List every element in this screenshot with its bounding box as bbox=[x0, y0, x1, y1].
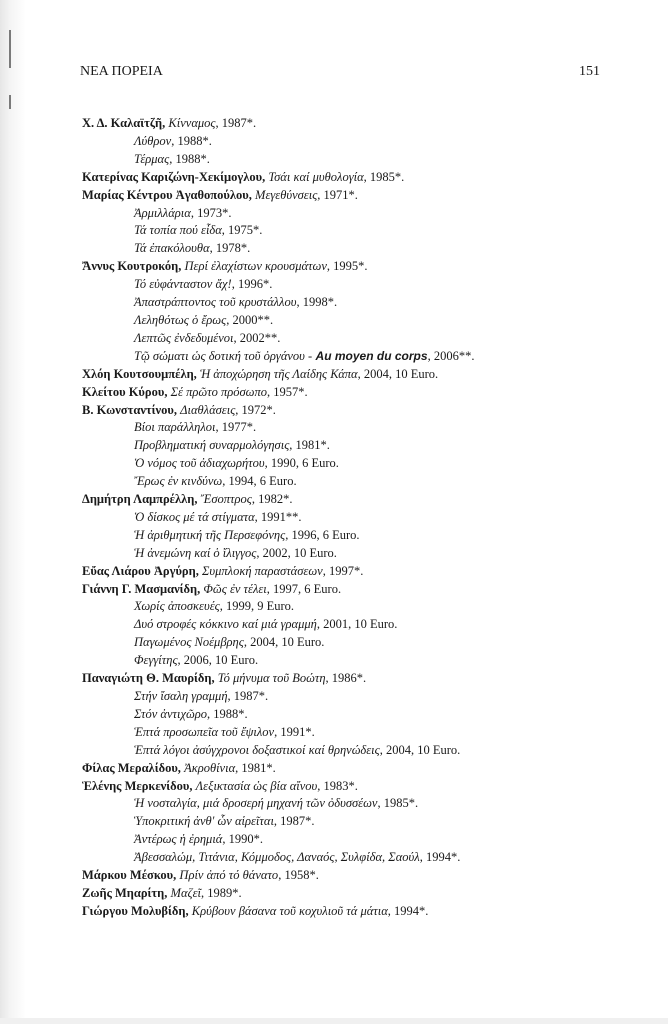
bibliography-entry bbox=[82, 258, 642, 276]
bibliography-entry bbox=[82, 330, 642, 348]
bibliography-entry bbox=[82, 169, 642, 187]
publication-details: , 1987*. bbox=[215, 116, 257, 130]
bibliography-entry bbox=[82, 652, 642, 670]
book-title: Ὁ δίσκος μέ τά στίγματα bbox=[134, 509, 255, 524]
publication-details: , 1981*. bbox=[235, 760, 276, 775]
bibliography-entry bbox=[82, 419, 642, 437]
book-title: Τά τοπία πού εἶδα bbox=[134, 223, 222, 238]
bibliography-entry bbox=[82, 634, 642, 652]
page-gutter-shadow bbox=[0, 0, 26, 1024]
book-title: Ἑπτά προσωπεῖα τοῦ ἔψιλον bbox=[134, 724, 275, 739]
publication-details: , 1981*. bbox=[289, 438, 330, 453]
book-title: Λεξικτασία ὡς βία αἴνου bbox=[195, 778, 318, 793]
publication-details: , 1986*. bbox=[325, 671, 367, 686]
publication-details: , 2001, 10 Euro. bbox=[316, 617, 398, 632]
publication-details: , 1985*. bbox=[363, 169, 405, 184]
publication-details: , 2002**. bbox=[233, 330, 281, 345]
bibliography-entry bbox=[82, 724, 642, 742]
author-name: Χ. Δ. Καλαϊτζῆ, bbox=[82, 116, 166, 130]
bibliography-entry bbox=[82, 813, 642, 831]
bibliography-entry bbox=[82, 831, 642, 849]
book-title: Ἑπτά λόγοι ἀσύγχρονοι δοξαστικοί καί θρηνώδεις bbox=[134, 742, 380, 757]
page-header bbox=[80, 64, 600, 80]
publication-details: , 1983*. bbox=[317, 778, 358, 793]
bibliography-entry bbox=[82, 670, 642, 688]
publication-details: , 1973*. bbox=[190, 205, 232, 220]
book-title: Ἔρως ἐν κινδύνω bbox=[134, 474, 223, 489]
book-title: Συμπλοκή παραστάσεων bbox=[201, 563, 323, 578]
author-name: Κατερίνας Καριζώνη-Χεκίμογλου, bbox=[82, 169, 266, 184]
author-name: Δημήτρη Λαμπρέλλη, bbox=[82, 492, 198, 507]
author-name: Κλείτου Κύρου, bbox=[82, 384, 168, 399]
author-name: Γιάννη Γ. Μασμανίδη, bbox=[82, 581, 201, 596]
book-title: Ἀντέρως ἡ ἐρημιά bbox=[134, 832, 223, 847]
book-title: Τό μήνυμα τοῦ Βοώτη bbox=[217, 671, 326, 686]
bibliography-entry bbox=[82, 384, 642, 402]
publication-details: , 1972*. bbox=[235, 402, 276, 417]
book-title: Ἀρμιλλάρια bbox=[134, 205, 191, 220]
book-title: Ἀπαστράπτοντος τοῦ κρυστάλλου bbox=[134, 295, 297, 310]
bibliography-entry bbox=[82, 133, 642, 151]
author-name: Χλόη Κουτσουμπέλη, bbox=[82, 366, 197, 381]
publication-details: , 2006**. bbox=[427, 348, 475, 363]
publication-details: , 2002, 10 Euro. bbox=[256, 545, 337, 560]
book-title: Κρύβουν βάσανα τοῦ κοχυλιοῦ τά μάτια bbox=[191, 903, 388, 918]
bibliography-entry bbox=[82, 151, 642, 169]
publication-details: , 1996*. bbox=[231, 277, 273, 292]
book-title: Ὁ νόμος τοῦ ἀδιαχωρήτου bbox=[134, 456, 265, 471]
publication-details: , 1990, 6 Euro. bbox=[264, 456, 339, 471]
publication-details: , 1994*. bbox=[387, 903, 429, 918]
bibliography-entry bbox=[82, 222, 642, 240]
bibliography-entry bbox=[82, 545, 642, 563]
book-title: Ἀκροθίνια bbox=[184, 760, 236, 775]
bibliography-entry bbox=[82, 598, 642, 616]
book-title: Τῷ σώματι ὡς δοτική τοῦ ὀργάνου - bbox=[134, 348, 313, 363]
publication-details: , 2004, 10 Euro. bbox=[243, 635, 325, 650]
book-title: Κίνναμος bbox=[168, 116, 216, 130]
book-title: Περί ἐλαχίστων κρουσμάτων bbox=[184, 259, 327, 274]
author-name: Μάρκου Μέσκου, bbox=[82, 868, 177, 883]
journal-title: ΝΕΑ ΠΟΡΕΙΑ bbox=[80, 64, 163, 79]
author-name: Β. Κωνσταντίνου, bbox=[82, 402, 178, 417]
publication-details: , 1996, 6 Euro. bbox=[285, 527, 360, 542]
publication-details: , 1991**. bbox=[254, 509, 302, 524]
publication-details: , 1988*. bbox=[207, 706, 248, 721]
bibliography-entry bbox=[82, 205, 642, 223]
publication-details: , 1975*. bbox=[221, 223, 263, 238]
book-title: Μαζεῖ bbox=[170, 885, 201, 900]
book-title: Στόν ἀντιχῶρο bbox=[134, 706, 208, 721]
bibliography-entry bbox=[82, 527, 642, 545]
publication-details: , 1994, 6 Euro. bbox=[222, 474, 297, 489]
publication-details: , 1991*. bbox=[274, 724, 315, 739]
publication-details: , 1989*. bbox=[200, 885, 242, 900]
scan-edge-mark bbox=[9, 30, 11, 68]
book-title: Παγωμένος Νοέμβρης bbox=[134, 635, 244, 650]
book-title: Τό εὐφάνταστον ἄχ! bbox=[134, 277, 232, 292]
bibliography-entry bbox=[82, 509, 642, 527]
bibliography-entry bbox=[82, 187, 642, 205]
bibliography-entry bbox=[82, 688, 642, 706]
book-title: Ἡ ἀνεμώνη καί ὁ ἴλιγγος bbox=[134, 545, 257, 560]
book-title: Χωρίς ἀποσκευές bbox=[134, 599, 220, 614]
book-title: Ἀβεσσαλώμ, Τιτάνια, Κόμμοδος, Δαναός, Συλφίδα, Σαούλ bbox=[134, 850, 420, 865]
publication-details: , 1997*. bbox=[322, 563, 364, 578]
author-name: Ζωῆς Μηαρίτη, bbox=[82, 885, 168, 900]
publication-details: , 1977*. bbox=[215, 420, 257, 435]
publication-details: , 2004, 10 Euro. bbox=[379, 742, 461, 757]
bibliography-entry bbox=[82, 581, 642, 599]
book-title: Λεπτῶς ἐνδεδυμένοι bbox=[134, 330, 234, 345]
book-title: Τέρμας bbox=[134, 151, 170, 166]
publication-details: , 1988*. bbox=[169, 151, 210, 166]
bibliography-entry bbox=[82, 276, 642, 294]
page-number: 151 bbox=[579, 64, 600, 79]
bibliography-entry bbox=[82, 849, 642, 867]
publication-details: , 1971*. bbox=[317, 187, 358, 202]
bibliography-entry bbox=[82, 294, 642, 312]
publication-details: , 1957*. bbox=[267, 384, 308, 399]
publication-details: , 2004, 10 Euro. bbox=[357, 366, 439, 381]
bibliography-entry bbox=[82, 402, 642, 420]
bibliography-entry bbox=[82, 240, 642, 258]
bibliography-list bbox=[82, 115, 642, 921]
publication-details: , 1995*. bbox=[326, 259, 368, 274]
bibliography-entry bbox=[82, 742, 642, 760]
book-title: Ἡ νοσταλγία, μιά δροσερή μηχανή τῶν ὀδυσσέων bbox=[134, 796, 378, 811]
bibliography-entry bbox=[82, 795, 642, 813]
bibliography-entry bbox=[82, 455, 642, 473]
publication-details: , 1978*. bbox=[209, 241, 251, 256]
publication-details: , 2006, 10 Euro. bbox=[177, 653, 259, 668]
author-name: Μαρίας Κέντρου Ἀγαθοπούλου, bbox=[82, 187, 252, 202]
book-title: Λύθρον bbox=[134, 133, 172, 148]
bibliography-entry bbox=[82, 778, 642, 796]
book-title: Ἡ ἀποχώρηση τῆς Λαίδης Κάπα bbox=[199, 366, 358, 381]
bibliography-entry bbox=[82, 760, 642, 778]
bibliography-entry bbox=[82, 903, 642, 921]
book-title: Φεγγίτης bbox=[134, 653, 178, 668]
publication-details: , 1998*. bbox=[296, 295, 338, 310]
publication-details: , 2000**. bbox=[226, 312, 274, 327]
book-subtitle: Au moyen du corps bbox=[312, 348, 428, 363]
book-title: Βίοι παράλληλοι bbox=[134, 420, 216, 435]
book-title: Σέ πρῶτο πρόσωπο bbox=[170, 384, 268, 399]
publication-details: , 1999, 9 Euro. bbox=[219, 599, 295, 614]
publication-details: , 1958*. bbox=[278, 868, 319, 883]
book-title: Φῶς ἐν τέλει bbox=[203, 581, 267, 596]
author-name: Ἄννυς Κουτροκόη, bbox=[82, 259, 182, 274]
publication-details: , 1990*. bbox=[222, 832, 263, 847]
bibliography-entry bbox=[82, 366, 642, 384]
author-name: Ἑλένης Μερκενίδου, bbox=[82, 778, 193, 793]
book-title: Τά ἐπακόλουθα bbox=[134, 241, 210, 256]
bibliography-entry bbox=[82, 563, 642, 581]
book-title: Διαθλάσεις bbox=[180, 402, 236, 417]
bibliography-entry bbox=[82, 706, 642, 724]
bibliography-entry bbox=[82, 885, 642, 903]
book-title: Δυό στροφές κόκκινο καί μιά γραμμή bbox=[134, 617, 317, 632]
book-title: Στήν ἴσαλη γραμμή bbox=[134, 689, 228, 703]
scan-edge-mark bbox=[9, 95, 11, 109]
bibliography-entry bbox=[82, 348, 642, 366]
book-title: Λεληθότως ὁ ἔρως bbox=[134, 312, 227, 327]
publication-details: , 1982*. bbox=[251, 492, 293, 507]
book-title: Ὑποκριτική ἀνθ' ὧν αἱρεῖται bbox=[134, 814, 274, 829]
publication-details: , 1987*. bbox=[227, 689, 269, 703]
author-name: Φίλας Μεραλίδου, bbox=[82, 760, 181, 775]
scan-bottom-edge bbox=[0, 1018, 668, 1024]
bibliography-entry bbox=[82, 312, 642, 330]
publication-details: , 1997, 6 Euro. bbox=[266, 581, 342, 596]
bibliography-entry bbox=[82, 491, 642, 509]
book-title: Μεγεθύνσεις bbox=[255, 187, 318, 202]
bibliography-entry bbox=[82, 616, 642, 634]
bibliography-entry bbox=[82, 867, 642, 885]
book-title: Πρίν ἀπό τό θάνατο bbox=[179, 868, 279, 883]
publication-details: , 1985*. bbox=[377, 796, 419, 811]
author-name: Γιώργου Μολυβίδη, bbox=[82, 903, 189, 918]
author-name: Εὔας Λιάρου Ἀργύρη, bbox=[82, 563, 199, 578]
publication-details: , 1994*. bbox=[419, 850, 461, 865]
book-title: Ἡ ἀριθμητική τῆς Περσεφόνης bbox=[134, 527, 286, 542]
author-name: Παναγιώτη Θ. Μαυρίδη, bbox=[82, 671, 215, 686]
book-title: Τσάι καί μυθολογία bbox=[268, 169, 364, 184]
bibliography-entry bbox=[82, 473, 642, 491]
publication-details: , 1987*. bbox=[273, 814, 315, 829]
book-title: Προβληματική συναρμολόγησις bbox=[134, 438, 290, 453]
bibliography-entry bbox=[82, 437, 642, 455]
book-title: Ἔσοπτρος bbox=[200, 492, 252, 507]
publication-details: , 1988*. bbox=[171, 133, 212, 148]
bibliography-entry bbox=[82, 115, 642, 133]
